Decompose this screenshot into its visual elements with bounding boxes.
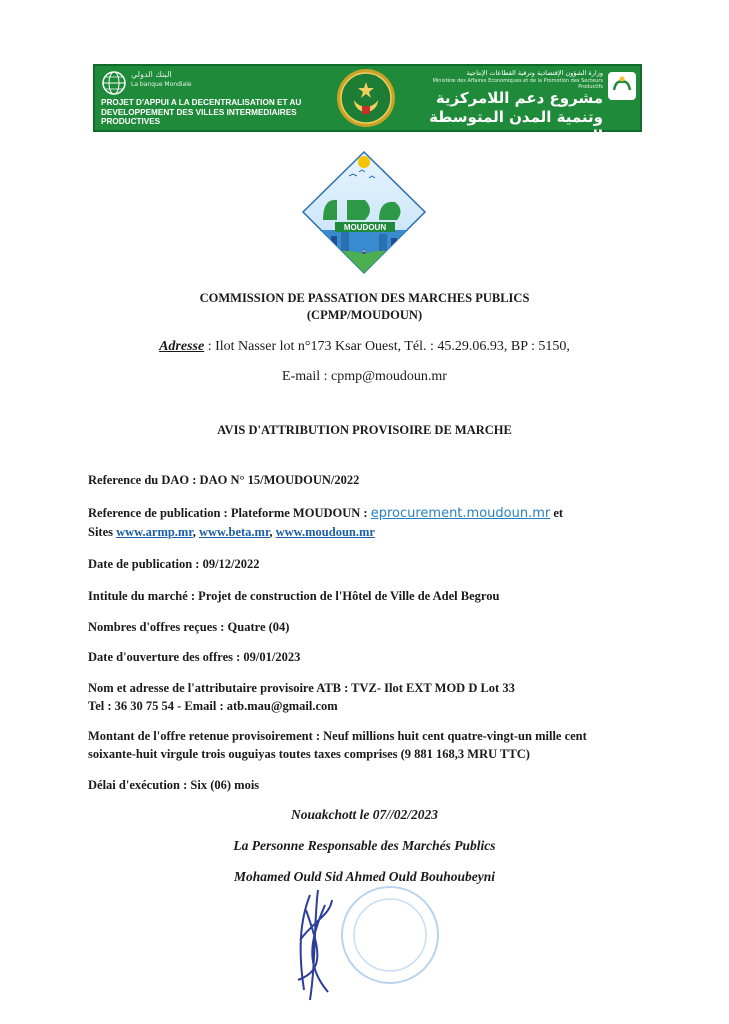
publication-reference [88, 504, 648, 541]
offers-count: Nombres d'offres reçues : Quatre (04) [88, 620, 290, 634]
signatory-name: Mohamed Ould Sid Ahmed Ould Bouhoubeyni [234, 869, 495, 884]
pub-value: : Plateforme MOUDOUN : [220, 506, 371, 520]
commission-heading [0, 290, 729, 324]
market-title: Intitule du marché : Projet de construction de l'Hôtel de Ville de Adel Begrou [88, 589, 500, 603]
address-line [0, 339, 729, 355]
amount-line-2: soixante-huit virgule trois ouguiyas toutes taxes comprises (9 881 168,3 MRU TTC) [88, 747, 530, 761]
project-title-fr: PROJET D'APPUI A LA DECENTRALISATION ET AU DEVELOPPEMENT DES VILLES INTERMEDIAIRES PRODUCTIVES [101, 98, 302, 126]
awardee [88, 679, 648, 715]
world-bank-globe-icon [101, 70, 127, 96]
dao-reference [88, 471, 648, 489]
email-line: E-mail : cpmp@moudoun.mr [282, 369, 447, 384]
amount-line-1: Montant de l'offre retenue provisoirement : Neuf millions huit cent quatre-vingt-un mille cent [88, 729, 587, 743]
header-banner [93, 64, 642, 145]
signature-stamp [270, 880, 470, 1010]
project-title-ar: مشروع دعم اللامركزية وتنمية المدن المتوسطة المنتجة [429, 89, 603, 145]
commission-line-2: (CPMP/MOUDOUN) [306, 308, 423, 322]
amount [88, 727, 648, 763]
dao-value: : DAO N° 15/MOUDOUN/2022 [189, 473, 360, 487]
pub-et: et [550, 506, 564, 520]
dao-label: Reference du DAO [88, 473, 190, 487]
place-date: Nouakchott le 07//02/2023 [290, 807, 438, 822]
sites-label: Sites [88, 525, 117, 539]
worldbank-arabic: البنك الدولي [131, 70, 172, 79]
mauritania-seal-icon [336, 68, 396, 128]
moudoun-diamond-logo [301, 150, 427, 275]
moudoun-link[interactable]: www.moudoun.mr [275, 525, 375, 539]
worldbank-french: La banque Mondiale [131, 81, 192, 88]
publication-date: Date de publication : 09/12/2022 [88, 557, 260, 571]
execution-delay: Délai d'exécution : Six (06) mois [88, 778, 260, 792]
awardee-line-2: Tel : 36 30 75 54 - Email : atb.mau@gmail.com [88, 699, 338, 713]
signatory-role: La Personne Responsable des Marchés Publics [233, 838, 496, 853]
document-title: AVIS D'ATTRIBUTION PROVISOIRE DE MARCHE [217, 423, 512, 437]
address-label: Adresse [159, 339, 205, 354]
moudoun-logo-text: MOUDOUN [343, 223, 387, 232]
pub-label: Reference de publication [88, 506, 221, 520]
site-separator: , [269, 525, 276, 539]
eprocurement-link[interactable]: eprocurement.moudoun.mr [370, 506, 551, 521]
armp-link[interactable]: www.armp.mr [116, 525, 193, 539]
ministry-arabic: وزارة الشؤون الإقتصادية وترقية القطاعات الإنتاجية [466, 69, 603, 77]
awardee-line-1: Nom et adresse de l'attributaire provisoire ATB : TVZ- Ilot EXT MOD D Lot 33 [88, 681, 515, 695]
address-value: : Ilot Nasser lot n°173 Ksar Ouest, Tél. : 45.29.06.93, BP : 5150, [204, 339, 570, 354]
beta-link[interactable]: www.beta.mr [199, 525, 270, 539]
moudoun-mini-logo [606, 70, 638, 102]
opening-date: Date d'ouverture des offres : 09/01/2023 [88, 650, 301, 664]
ministry-french: Ministère des Affaires Economiques et de la Promotion des Secteurs Productifs [432, 78, 603, 90]
commission-line-1: COMMISSION DE PASSATION DES MARCHES PUBLICS [199, 291, 530, 305]
site-separator: , [192, 525, 199, 539]
